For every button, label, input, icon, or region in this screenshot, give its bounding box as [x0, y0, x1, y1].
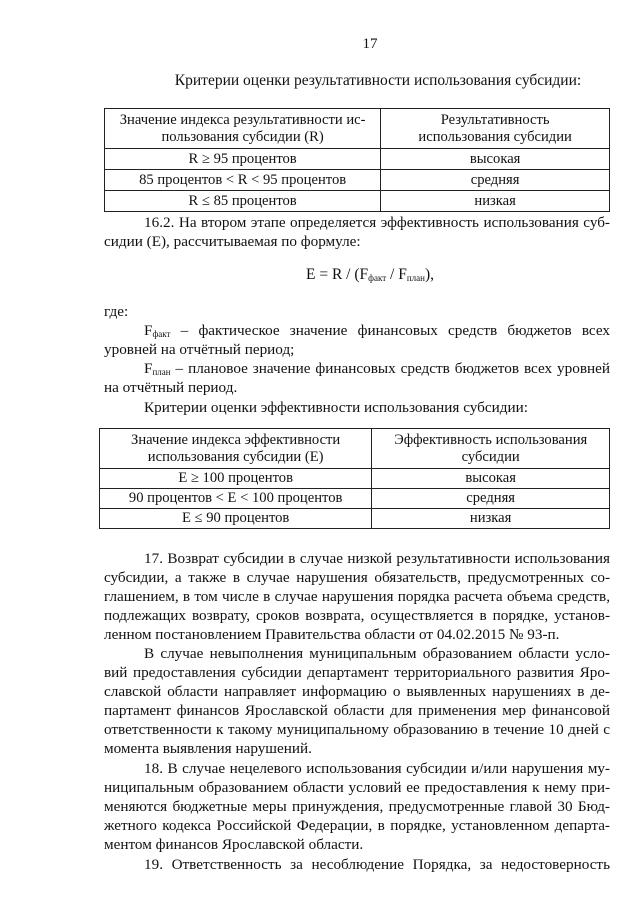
paragraph-18-line: жетного кодекса Российской Федерации, в порядке, установленном департа- — [104, 817, 610, 834]
table-row — [100, 489, 610, 509]
table-header-cell: Значение индекса эффективности использования субсидии (E) — [100, 429, 372, 469]
paragraph-17b-line: момента выявления нарушений. — [104, 740, 312, 757]
table-cell: R ≥ 95 процентов — [105, 149, 381, 170]
table-row — [105, 170, 610, 191]
ffact-definition-cont: уровней на отчётный период; — [104, 341, 295, 358]
efficiency-formula: $E = R / (F_{факт} / F_{план})$, — [305, 266, 434, 283]
table-cell: 90 процентов < E < 100 процентов — [100, 489, 372, 509]
fplan-definition-cont: на отчётный период. — [104, 379, 238, 396]
ffact-definition: $F_{факт}$ – фактическое значение финансовых средств бюджетов всех — [144, 322, 610, 339]
table-header-row — [100, 429, 610, 469]
table-cell: высокая — [372, 469, 610, 489]
paragraph-18-line: 18. В случае нецелевого использования субсидии и/или нарушения му- — [144, 760, 610, 777]
paragraph-18-line: ниципальным образованием области условий ее предоставления к нему при- — [104, 779, 610, 796]
table-cell: 85 процентов < R < 95 процентов — [105, 170, 381, 191]
table-row — [105, 191, 610, 212]
paragraph-17b-line: ответственности к такому муниципальному образованию в течение 10 дней с — [104, 721, 610, 738]
paragraph-17-line: ленном постановлением Правительства области от 04.02.2015 № 93-п. — [104, 626, 560, 643]
paragraph-17-line: субсидии, а также в случае нарушения обязательств, предусмотренных со- — [104, 569, 610, 586]
table-cell: низкая — [381, 191, 610, 212]
paragraph-17-line: глашением, в том числе в случае нарушения порядка расчета объема средств, — [104, 588, 610, 605]
criteria-results-title: Критерии оценки результативности использования субсидии: — [174, 72, 582, 89]
table-cell: низкая — [372, 509, 610, 529]
table-row — [100, 509, 610, 529]
efficiency-criteria-table — [99, 428, 610, 529]
paragraph-16-2-line: 16.2. На втором этапе определяется эффективность использования суб- — [144, 214, 610, 231]
table-header-cell: Эффективность использования субсидии — [372, 429, 610, 469]
table-row — [100, 469, 610, 489]
paragraph-18-line: меняются бюджетные меры принуждения, предусмотренные главой 30 Бюд- — [104, 798, 610, 815]
paragraph-17-line: подлежащих возврату, сроков возврата, осуществляется в порядке, установ- — [104, 607, 610, 624]
table-cell: средняя — [381, 170, 610, 191]
fplan-definition: $F_{план}$ – плановое значение финансовых средств бюджетов всех уровней — [144, 360, 610, 377]
paragraph-17b-line: В случае невыполнения муниципальным образованием области усло- — [144, 645, 610, 662]
table-cell: R ≤ 85 процентов — [105, 191, 381, 212]
paragraph-18-line: ментом финансов Ярославской области. — [104, 836, 364, 853]
table-header-row — [105, 109, 610, 149]
paragraph-19-line: 19. Ответственность за несоблюдение Порядка, за недостоверность — [144, 856, 610, 873]
table-cell: E ≤ 90 процентов — [100, 509, 372, 529]
where-label: где: — [104, 303, 129, 320]
page-number: 17 — [362, 36, 378, 52]
paragraph-17b-line: партамент финансов Ярославской области для применения мер финансовой — [104, 702, 610, 719]
table-cell: высокая — [381, 149, 610, 170]
paragraph-17b-line: вий предоставления субсидии департамент территориального развития Яро- — [104, 664, 610, 681]
table-header-cell: Результативность использования субсидии — [381, 109, 610, 149]
paragraph-17b-line: славской области направляет информацию о выявленных нарушениях в де- — [104, 683, 610, 700]
paragraph-16-2-line: сидии (E), рассчитываемая по формуле: — [104, 233, 361, 250]
table-cell: E ≥ 100 процентов — [100, 469, 372, 489]
results-criteria-table — [104, 108, 610, 212]
table-cell: средняя — [372, 489, 610, 509]
table-row — [105, 149, 610, 170]
paragraph-17-line: 17. Возврат субсидии в случае низкой результативности использования — [144, 550, 610, 567]
table-header-cell: Значение индекса результативности ис- пользования субсидии (R) — [105, 109, 381, 149]
criteria-efficiency-title: Критерии оценки эффективности использования субсидии: — [144, 399, 528, 416]
